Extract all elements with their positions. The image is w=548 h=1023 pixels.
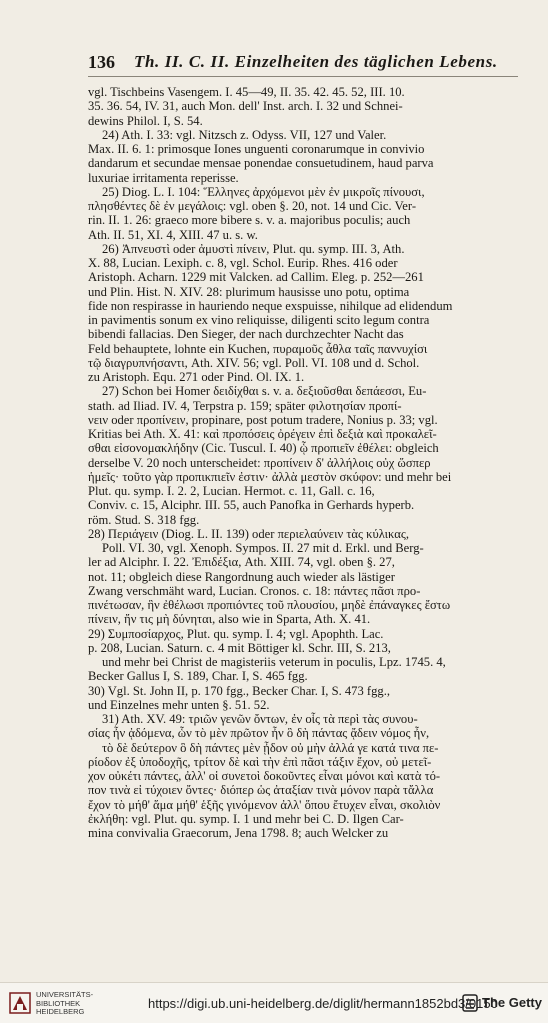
text-line: Poll. VI. 30, vgl. Xenoph. Sympos. II. 27 mit d. Erkl. und Berg- — [102, 541, 424, 555]
text-line: in pavimentis sonum ex vino reliquisse, diligenti scito legum contra — [88, 313, 430, 327]
text-line: dandarum et secundae mensae ponendae consuetudinem, haud parva — [88, 156, 434, 171]
getty-label: The Getty — [482, 995, 542, 1010]
text-line: ρίοδον ἐξ ὑποδοχῆς, τρίτον δὲ καὶ τὴν ἐπὶ πᾶσι τάξιν ἔχον, οὐ μετεῖ- — [88, 754, 432, 769]
getty-logo-icon — [462, 994, 478, 1012]
running-title: Th. II. C. II. Einzelheiten des täglichen Lebens. — [134, 52, 498, 71]
text-line: τὸ δὲ δεύτερον ὃ δὴ πάντες μὲν ᾖδον οὐ μὴν ἀλλά γε κατά τινα πε- — [102, 740, 439, 755]
viewer-footer — [0, 982, 548, 1023]
text-line: und Einzelnes mehr unten §. 51. 52. — [88, 697, 270, 712]
text-line: stath. ad Iliad. IV. 4, Terpstra p. 159; später φιλοτησίαν προπί- — [88, 398, 402, 413]
text-line: 27) Schon bei Homer δειδίχθαι s. v. a. δεξιοῦσθαι δεπάεσσι, Eu- — [102, 384, 427, 399]
text-line: und Plin. Hist. N. XIV. 28: plurimum hausisse uno potu, optima — [88, 284, 410, 299]
text-line: 24) Ath. I. 33: vgl. Nitzsch z. Odyss. VII, 127 und Valer. — [102, 127, 387, 142]
text-line: πίνειν, ἤν τις μὴ δύνηται, also wie in Sparta, Ath. X. 41. — [88, 612, 371, 627]
text-line: χον οὐκέτι πάντες, ἀλλ' οἱ συνετοὶ δοκοῦντες εἶναι μόνοι καὶ κατὰ τό- — [88, 769, 441, 783]
text-line: σθαι εἰσονομακλήδην (Cic. Tuscul. I. 40) ᾧ προπιεῖν ἐθέλει: obgleich — [88, 441, 439, 456]
logo-text-line: BIBLIOTHEK — [36, 998, 81, 1008]
permalink-url[interactable]: https://digi.ub.uni-heidelberg.de/diglit/hermann1852bd3/0150 — [148, 996, 498, 1011]
university-library-logo-icon — [8, 991, 32, 1015]
text-line: πον τινὰ εἰ τύχοιεν ὄντες· διόπερ ὡς ἀταξίαν τινὰ μόνον παρὰ τἄλλα — [88, 783, 434, 798]
text-line: zu Aristoph. Equ. 271 oder Pind. Ol. IX. 1. — [88, 370, 305, 384]
text-line: Becker Gallus I, S. 189, Char. I, S. 465 fgg. — [88, 669, 308, 684]
text-line: p. 208, Lucian. Saturn. c. 4 mit Böttiger kl. Schr. III, S. 213, — [88, 640, 391, 655]
text-line: rin. II. 1. 26: graeco more bibere s. v. a. majoribus poculis; auch — [88, 213, 411, 228]
text-line: luxuriae irritamenta reperisse. — [88, 170, 239, 185]
text-line: bibendi fallacias. Den Sieger, der nach durchzechter Nacht das — [88, 327, 404, 342]
text-line: Kritias bei Ath. X. 41: καὶ προπόσεις ὀρέγειν ἐπὶ δεξιὰ καὶ προκαλεῖ- — [88, 427, 437, 441]
text-line: Max. II. 6. 1: primosque Iones unguenti coronarumque in convivio — [88, 142, 425, 156]
text-line: Aristoph. Acharn. 1229 mit Valcken. ad Callim. Eleg. p. 252—261 — [88, 270, 424, 285]
page-number: 136 — [88, 52, 115, 72]
text-line: πινέτωσαν, ἣν ἐθέλωσι προπιόντες τοῦ πλουσίου, μηδὲ ἐπάναγκες ἔστω — [88, 598, 451, 612]
text-line: τῷ διαγρυπνήσαντι, Ath. XIV. 56; vgl. Poll. VI. 108 und d. Schol. — [88, 355, 420, 370]
text-line: not. 11; obgleich diese Rangordnung auch wieder als lästiger — [88, 569, 395, 584]
page-header — [88, 52, 518, 77]
text-line: ἔχον τὸ μήθ' ἅμα μήθ' ἑξῆς γινόμενον ἀλλ' ὅπου ἔτυχεν εἶναι, σκολιὸν — [88, 797, 441, 812]
text-line: Conviv. c. 15, Alciphr. III. 55, auch Panofka in Gerhards hyperb. — [88, 498, 415, 513]
text-line: 25) Diog. L. I. 104: Ἕλληνες ἀρχόμενοι μὲν ἐν μικροῖς πίνουσι, — [102, 184, 425, 199]
text-line: πλησθέντες δὲ ἐν μεγάλοις: vgl. oben §. 20, not. 14 und Cic. Ver- — [88, 199, 417, 213]
text-line: 31) Ath. XV. 49: τριῶν γενῶν ὄντων, ἐν οἷς τὰ περὶ τὰς συνου- — [102, 712, 418, 726]
text-line: mina convivalia Graecorum, Jena 1798. 8; auch Welcker zu — [88, 826, 389, 840]
text-line: 35. 36. 54, IV. 31, auch Mon. dell' Inst. arch. I. 32 und Schnei- — [88, 99, 403, 114]
library-logo-text — [36, 991, 93, 1017]
logo-text-line: HEIDELBERG — [36, 1007, 85, 1016]
text-line: röm. Stud. S. 318 fgg. — [88, 512, 200, 527]
text-line: Ath. II. 51, XI. 4, XIII. 47 u. s. w. — [88, 227, 258, 242]
text-line: 30) Vgl. St. John II, p. 170 fgg., Becker Char. I, S. 473 fgg., — [88, 683, 390, 698]
text-line: derselbe V. 20 noch unterscheidet: προπίνειν δ' ἀλλήλοις οὐχ ὥσπερ — [88, 455, 431, 470]
text-line: und mehr bei Christ de magisteriis veterum in poculis, Lpz. 1745. 4, — [102, 655, 446, 669]
text-line: X. 88, Lucian. Lexiph. c. 8, vgl. Schol. Eurip. Rhes. 416 oder — [88, 256, 398, 270]
text-line: ler ad Alciphr. I. 22. Ἐπιδέξια, Ath. XIII. 74, vgl. oben §. 27, — [88, 555, 395, 570]
text-line: Zwang verschmäht ward, Lucian. Cronos. c. 18: πάντες πᾶσι προ- — [88, 583, 421, 598]
text-line: νειν oder προπίνειν, propinare, post potum tradere, Nonius p. 33; vgl. — [88, 412, 438, 427]
text-line: ἐκλήθη: vgl. Plut. qu. symp. I. 1 und mehr bei C. D. Ilgen Car- — [88, 811, 404, 826]
text-line: σίας ἦν ᾀδόμενα, ὧν τὸ μὲν πρῶτον ἦν ὃ δὴ πάντας ᾄδειν νόμος ἦν, — [88, 726, 430, 741]
text-line: 28) Περιάγειν (Diog. L. II. 139) oder περιελαύνειν τὰς κύλικας, — [88, 526, 410, 541]
text-line: vgl. Tischbeins Vasengem. I. 45—49, II. 35. 42. 45. 52, III. 10. — [88, 85, 405, 99]
text-line: ἡμεῖς· τοῦτο γὰρ προπικπιεῖν ἐστιν· ἀλλὰ μεστὸν σκύφον: und mehr bei — [88, 469, 452, 484]
logo-text-line: UNIVERSITÄTS- — [36, 990, 94, 999]
text-line: 26) Ἀπνευστὶ oder ἀμυστὶ πίνειν, Plut. qu. symp. III. 3, Ath. — [102, 241, 405, 256]
text-line: fide non respirasse in hauriendo neque exspuisse, nihilque ad elidendum — [88, 298, 453, 313]
text-line: 29) Συμποσίαρχος, Plut. qu. symp. I. 4; vgl. Apophth. Lac. — [88, 626, 384, 641]
text-line: Feld behauptete, lohnte ein Kuchen, πυραμοῦς ἆθλα ταῖς παννυχίσι — [88, 341, 428, 356]
text-line: Plut. qu. symp. I. 2. 2, Lucian. Hermot. c. 11, Gall. c. 16, — [88, 484, 375, 498]
text-line: dewins Philol. I, S. 54. — [88, 113, 203, 128]
footnote-text-block — [88, 85, 518, 840]
